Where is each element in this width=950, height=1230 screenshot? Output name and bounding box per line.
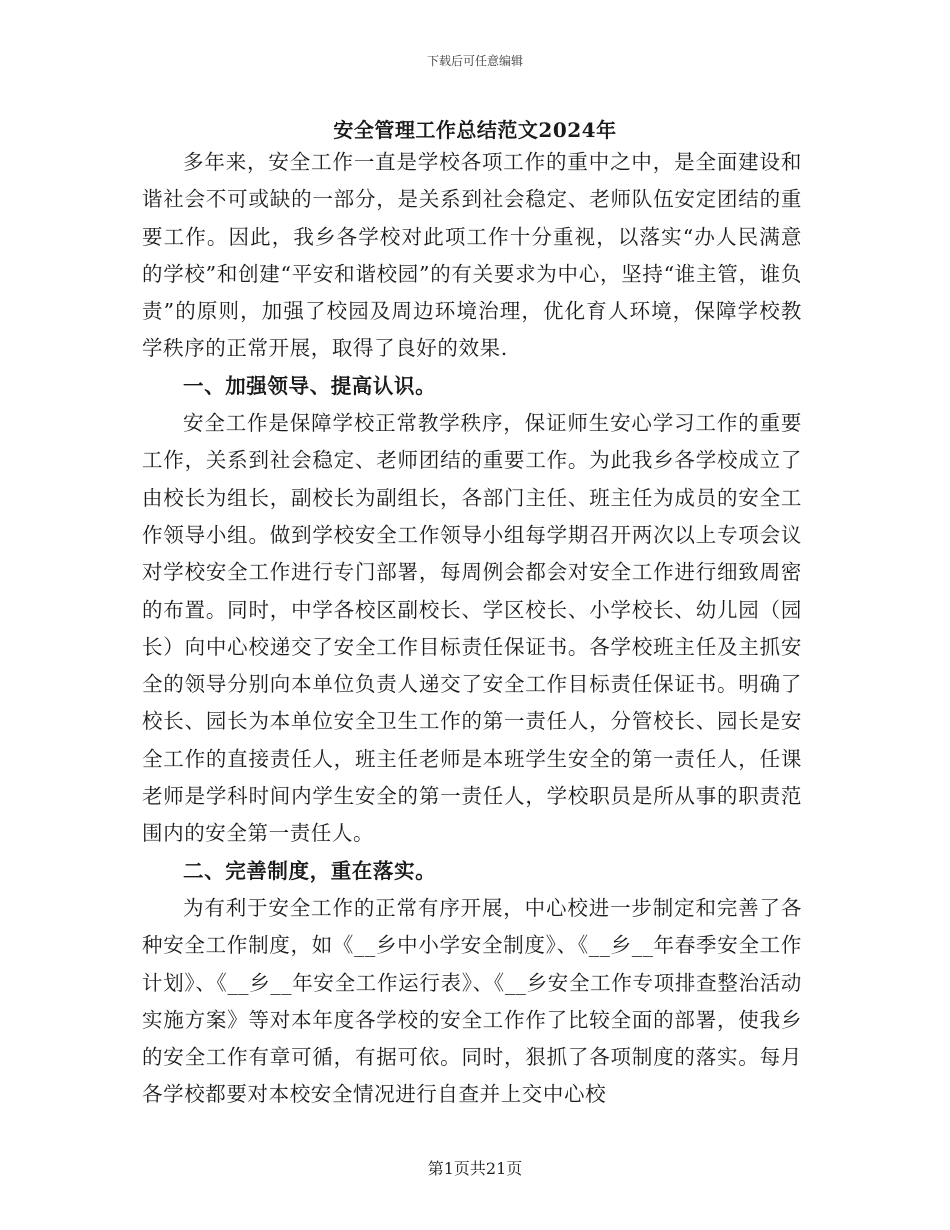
document-title: 安全管理工作总结范文2024年 [333,118,617,142]
page-header: 下载后可任意编辑 [426,54,523,68]
intro-paragraph: 多年来，安全工作一直是学校各项工作的重中之中，是全面建设和谐社会不可或缺的一部分，是关系到社会稳定、老师队伍安定团结的重要工作。因此，我乡各学校对此项工作十分重视，以落实“办人民满意的学校”和创建“平安和谐校园”的有关要求为中心，坚持“谁主管，谁负责”的原则，加强了校园及周边环境治理，优化育人环境，保障学校教学秩序的正常开展，取得了良好的效果. [142,150,802,361]
page-footer: 第1页共21页 [427,1159,523,1178]
section-2-paragraph: 为有利于安全工作的正常有序开展，中心校进一步制定和完善了各种安全工作制度，如《__乡中小学安全制度》、《__乡__年春季安全工作计划》、《__乡__年安全工作运行表》、《__乡安全工作专项排查整治活动实施方案》等对本年度各学校的安全工作作了比较全面的部署，使我乡的安全工作有章可循，有据可依。同时，狠抓了各项制度的落实。每月各学校都要对本校安全情况进行自查并上交中心校 [142,895,802,1107]
section-heading-1: 一、加强领导、提高认识。 [183,373,437,398]
document-body [142,144,802,1114]
section-heading-2: 二、完善制度，重在落实。 [183,858,437,883]
section-1-paragraph: 安全工作是保障学校正常教学秩序，保证师生安心学习工作的重要工作，关系到社会稳定、老师团结的重要工作。为此我乡各学校成立了由校长为组长，副校长为副组长，各部门主任、班主任为成员的安全工作领导小组。做到学校安全工作领导小组每学期召开两次以上专项会议对学校安全工作进行专门部署，每周例会都会对安全工作进行细致周密的布置。同时，中学各校区副校长、学区校长、小学校长、幼儿园（园长）向中心校递交了安全工作目标责任保证书。各学校班主任及主抓安全的领导分别向本单位负责人递交了安全工作目标责任保证书。明确了校长、园长为本单位安全卫生工作的第一责任人，分管校长、园长是安全工作的直接责任人，班主任老师是本班学生安全的第一责任人，任课老师是学科时间内学生安全的第一责任人，学校职员是所从事的职责范围内的安全第一责任人。 [142,411,802,846]
